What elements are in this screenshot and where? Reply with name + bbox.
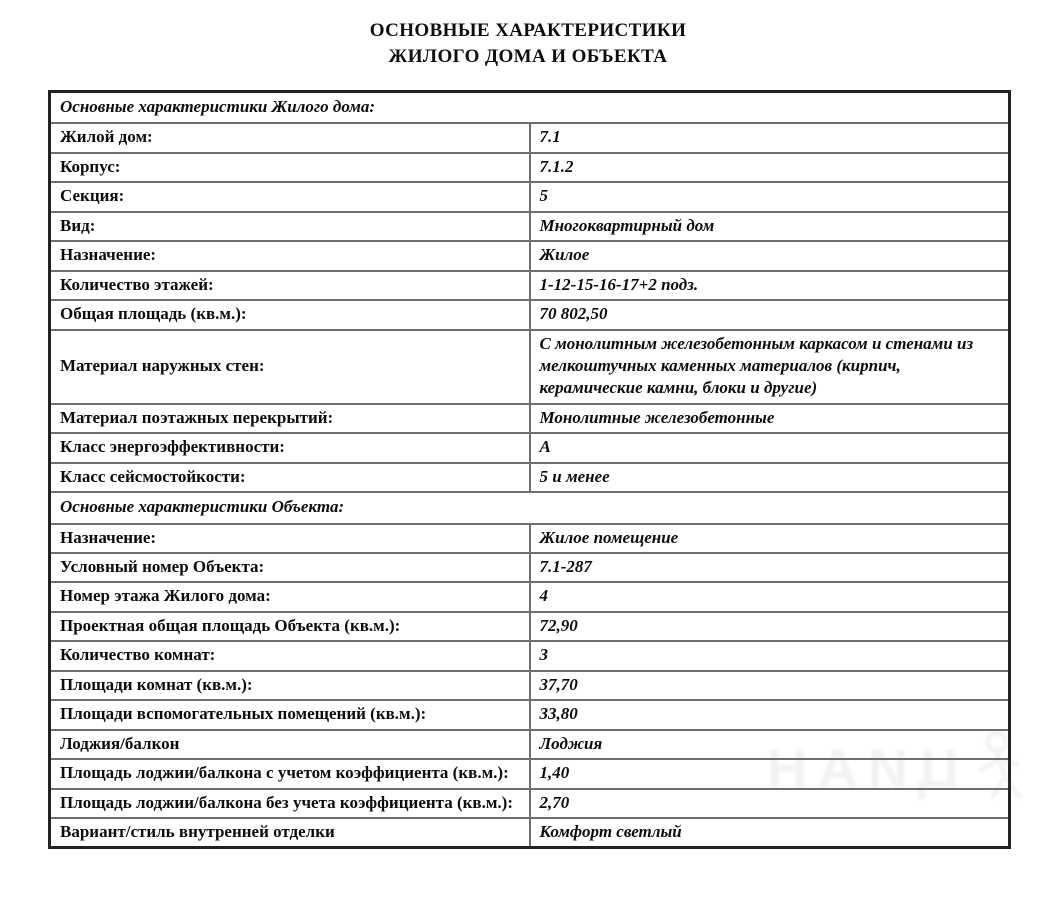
- table-row: [50, 153, 1010, 182]
- row-value: 7.1.2: [530, 153, 1010, 182]
- table-row: [50, 182, 1010, 211]
- row-label: Общая площадь (кв.м.):: [50, 300, 530, 329]
- table-row: [50, 271, 1010, 300]
- row-value: 7.1-287: [530, 553, 1010, 582]
- row-value: 3: [530, 641, 1010, 670]
- table-body: [50, 92, 1010, 848]
- row-value: Жилое: [530, 241, 1010, 270]
- row-label: Количество комнат:: [50, 641, 530, 670]
- table-row: [50, 330, 1010, 404]
- row-value: 5 и менее: [530, 463, 1010, 492]
- row-label: Проектная общая площадь Объекта (кв.м.):: [50, 612, 530, 641]
- row-label: Вид:: [50, 212, 530, 241]
- row-label: Класс энергоэффективности:: [50, 433, 530, 462]
- table-row: [50, 524, 1010, 553]
- row-label: Лоджия/балкон: [50, 730, 530, 759]
- row-label: Материал наружных стен:: [50, 330, 530, 404]
- row-label: Площади вспомогательных помещений (кв.м.):: [50, 700, 530, 729]
- row-label: Площадь лоджии/балкона без учета коэффициента (кв.м.):: [50, 789, 530, 818]
- table-row: [50, 641, 1010, 670]
- page-title-line-1: ОСНОВНЫЕ ХАРАКТЕРИСТИКИ: [369, 20, 687, 41]
- table-row: [50, 123, 1010, 152]
- row-value: 70 802,50: [530, 300, 1010, 329]
- row-label: Класс сейсмостойкости:: [50, 463, 530, 492]
- section-header-label: Основные характеристики Жилого дома:: [50, 92, 1010, 124]
- row-label: Материал поэтажных перекрытий:: [50, 404, 530, 433]
- row-value: С монолитным железобетонным каркасом и стенами из мелкоштучных каменных материалов (кирпич, керамические камни, блоки и другие): [530, 330, 1010, 404]
- table-row: [50, 404, 1010, 433]
- row-label: Жилой дом:: [50, 123, 530, 152]
- table-row: [50, 612, 1010, 641]
- row-value: 2,70: [530, 789, 1010, 818]
- row-label: Секция:: [50, 182, 530, 211]
- table-row: [50, 212, 1010, 241]
- table-row: [50, 759, 1010, 788]
- row-value: 1-12-15-16-17+2 подз.: [530, 271, 1010, 300]
- table-row: [50, 789, 1010, 818]
- page-title: [0, 18, 1056, 70]
- row-label: Назначение:: [50, 524, 530, 553]
- row-value: 37,70: [530, 671, 1010, 700]
- section-header-row: [50, 492, 1010, 523]
- row-label: Номер этажа Жилого дома:: [50, 582, 530, 611]
- row-value: Лоджия: [530, 730, 1010, 759]
- row-value: 1,40: [530, 759, 1010, 788]
- table-row: [50, 433, 1010, 462]
- characteristics-table: [48, 90, 1011, 849]
- row-label: Вариант/стиль внутренней отделки: [50, 818, 530, 848]
- row-label: Площадь лоджии/балкона с учетом коэффициента (кв.м.):: [50, 759, 530, 788]
- section-header-label: Основные характеристики Объекта:: [50, 492, 1010, 523]
- table-row: [50, 300, 1010, 329]
- row-value: А: [530, 433, 1010, 462]
- table-row: [50, 671, 1010, 700]
- row-value: 7.1: [530, 123, 1010, 152]
- row-value: Комфорт светлый: [530, 818, 1010, 848]
- table-row: [50, 241, 1010, 270]
- table-row: [50, 582, 1010, 611]
- watermark-text: ЦИАН: [756, 736, 959, 800]
- table-row: [50, 553, 1010, 582]
- table-row: [50, 730, 1010, 759]
- row-value: Многоквартирный дом: [530, 212, 1010, 241]
- table-row: [50, 700, 1010, 729]
- section-header-row: [50, 92, 1010, 124]
- row-label: Корпус:: [50, 153, 530, 182]
- row-label: Количество этажей:: [50, 271, 530, 300]
- row-value: Монолитные железобетонные: [530, 404, 1010, 433]
- table-row: [50, 463, 1010, 492]
- row-label: Назначение:: [50, 241, 530, 270]
- table-row: [50, 818, 1010, 848]
- row-label: Условный номер Объекта:: [50, 553, 530, 582]
- row-value: 72,90: [530, 612, 1010, 641]
- row-value: Жилое помещение: [530, 524, 1010, 553]
- row-label: Площади комнат (кв.м.):: [50, 671, 530, 700]
- row-value: 5: [530, 182, 1010, 211]
- row-value: 33,80: [530, 700, 1010, 729]
- page-title-line-2: ЖИЛОГО ДОМА И ОБЪЕКТА: [388, 46, 668, 68]
- row-value: 4: [530, 582, 1010, 611]
